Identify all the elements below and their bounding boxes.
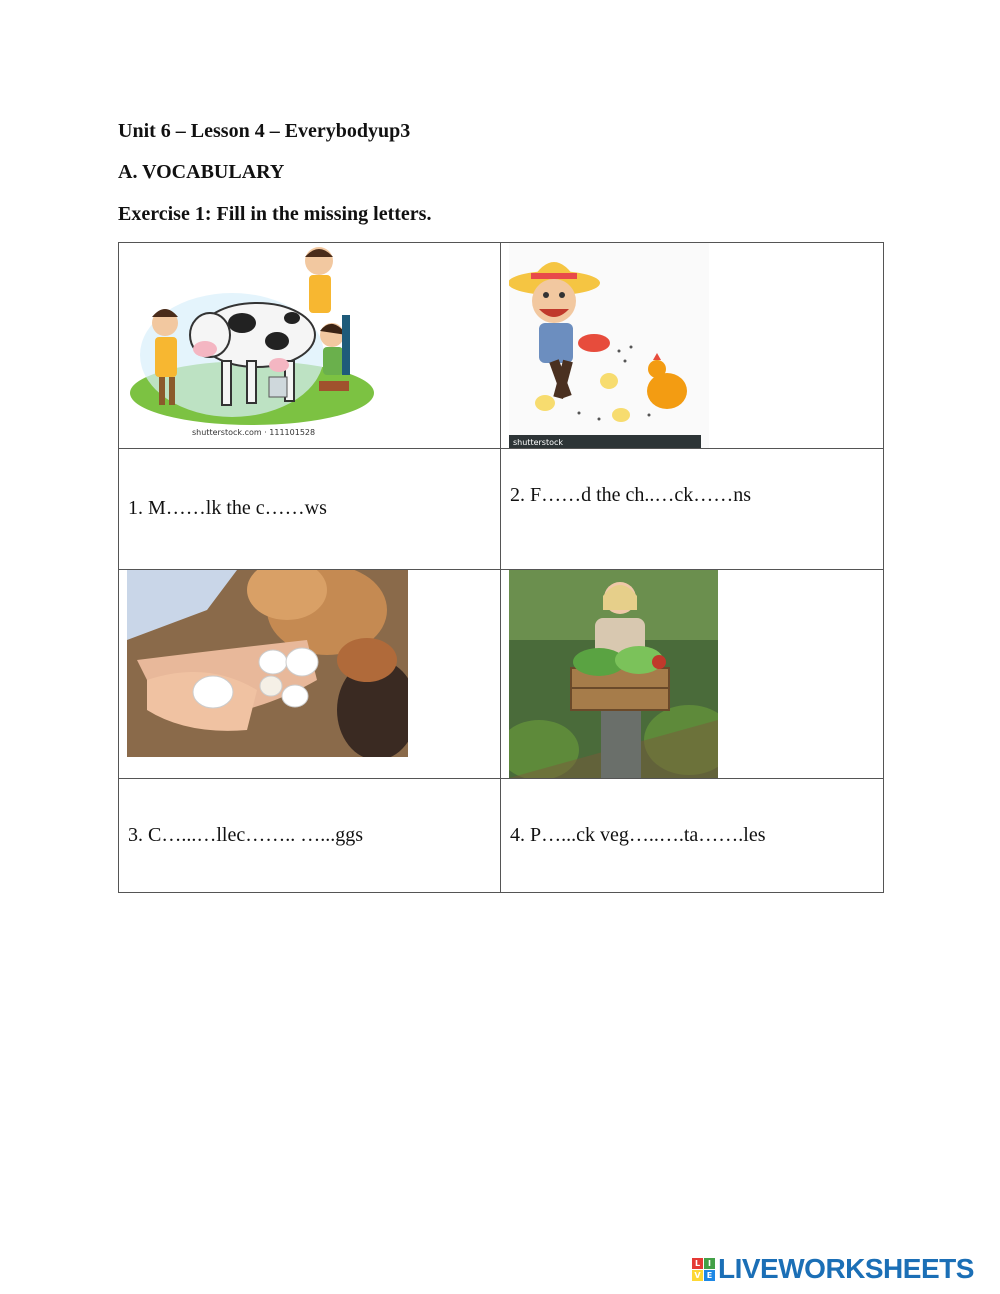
image-cell-4 <box>501 570 884 779</box>
milking-cow-image <box>127 243 377 443</box>
exercise-instruction: Exercise 1: Fill in the missing letters. <box>118 203 432 225</box>
logo-block-v: V <box>692 1270 703 1281</box>
image-credit-1: shutterstock.com · 111101528 <box>192 428 316 437</box>
page-title: Unit 6 – Lesson 4 – Everybodyup3 <box>118 120 411 142</box>
vegetables-image <box>509 570 718 778</box>
logo-blocks-icon <box>692 1258 715 1281</box>
image-cell-2 <box>501 243 884 449</box>
section-heading: A. VOCABULARY <box>118 161 285 183</box>
logo-block-e: E <box>704 1270 715 1281</box>
liveworksheets-logo <box>692 1253 974 1285</box>
image-credit-2: shutterstock <box>513 438 564 447</box>
caption-cell-1 <box>119 449 501 570</box>
logo-block-i: I <box>704 1258 715 1269</box>
item-2-caption: 2. F……d the ch..…ck……ns <box>510 484 752 506</box>
feeding-chickens-image <box>509 243 709 448</box>
caption-cell-2 <box>501 449 884 570</box>
image-cell-1 <box>119 243 501 449</box>
eggs-image <box>127 570 408 757</box>
item-3-caption: 3. C…...…llec…….. …...ggs <box>128 824 363 846</box>
item-4-caption: 4. P…...ck veg…..….ta…….les <box>510 824 766 846</box>
item-1-caption: 1. M……lk the c……ws <box>128 497 327 519</box>
logo-text: LIVEWORKSHEETS <box>718 1253 974 1284</box>
caption-cell-3 <box>119 779 501 893</box>
caption-cell-4 <box>501 779 884 893</box>
logo-block-l: L <box>692 1258 703 1269</box>
exercise-table <box>118 242 884 893</box>
image-cell-3 <box>119 570 501 779</box>
